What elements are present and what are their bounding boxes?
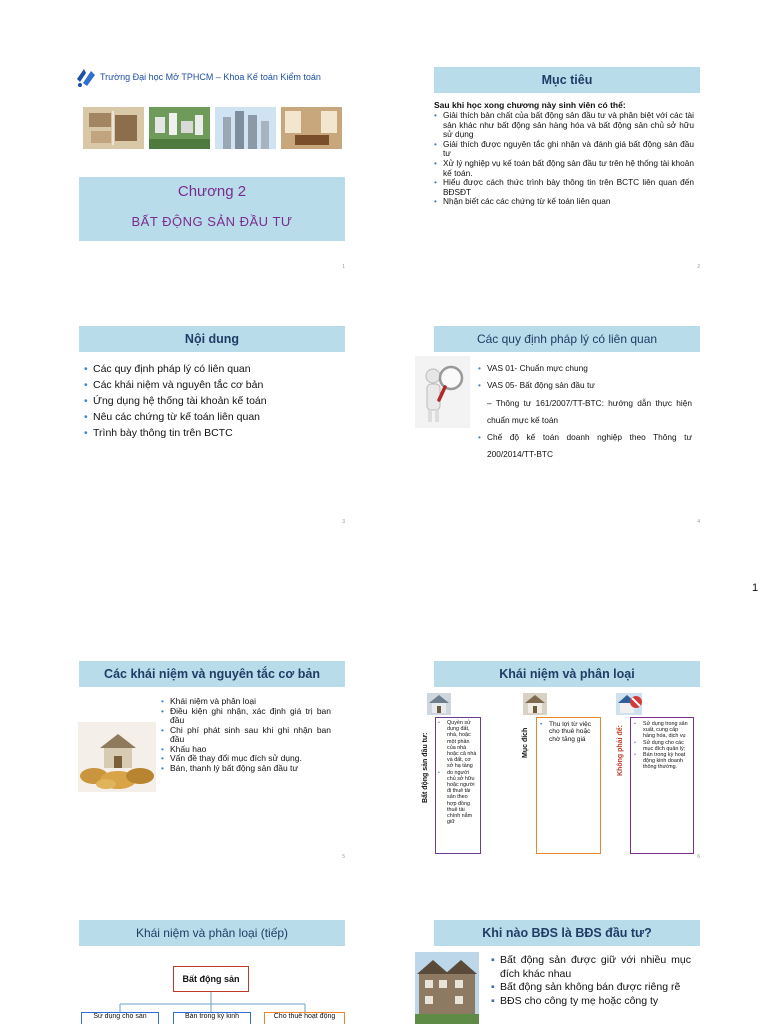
slide-title: Các quy định pháp lý có liên quan [434,326,700,352]
no-house-icon [616,693,642,715]
townhouse-photo [415,952,479,1024]
list-item: • Các khái niệm và nguyên tắc cơ bản [84,377,339,393]
slide-number: 5 [342,854,345,860]
slide-number: 2 [697,264,700,270]
objectives-list [434,111,694,207]
list-item: ▪ Bất động sản không bán được riêng rẽ [491,981,691,995]
col3-box [630,717,694,854]
col1-side-label: Bất động sản đầu tư: [422,732,429,803]
list-item: • Giải thích bản chất của bất động sản đầu tư và phân biệt với các tài sản khác như bất động sản hàng hóa và bất động sản chủ sở hữu sử dụng [434,111,694,140]
col3-side-label: Không phải để: [617,725,624,776]
slide-title: Khi nào BĐS là BĐS đầu tư? [434,920,700,946]
school-header: Trường Đại học Mở TPHCM – Khoa Kế toán Kiểm toán [100,72,321,82]
content-list [84,361,339,441]
towers-photo [215,107,276,149]
list-item: ▪ BĐS cho công ty mẹ hoặc công ty [491,995,691,1009]
slide-7 [60,900,345,1024]
list-item: • Sử dụng cho các mục đích quản lý; [634,740,690,752]
slide-4 [415,310,700,525]
slide-6 [415,645,700,860]
list-item: ▪ Bất động sản được giữ với nhiều mục đích khác nhau [491,954,691,981]
concepts-list [161,697,331,773]
list-item: • Trình bày thông tin trên BCTC [84,425,339,441]
child-node-1: Sử dụng cho sản [81,1012,159,1024]
list-item: • Thu lợi từ việc cho thuê hoặc chờ tăng giá [540,721,597,743]
list-item: • Xử lý nghiệp vụ kế toán bất động sản đầu tư trên hệ thống tài khoản kế toán. [434,159,694,178]
slide-title: Khái niệm và phân loại [434,661,700,687]
root-node: Bất động sản [173,966,249,992]
list-item: • Điều kiện ghi nhận, xác định giá trị ban đầu [161,707,331,726]
house-icon-1 [427,693,451,715]
list-item: • Ứng dụng hệ thống tài khoản kế toán [84,393,339,409]
slide-title: Khái niệm và phân loại (tiếp) [79,920,345,946]
sub-item: – Thông tư 161/2007/TT-BTC: hướng dẫn thực hiện chuẩn mực kế toán [487,398,692,425]
slide-number: 6 [697,854,700,860]
list-item: • VAS 05- Bất động sản đầu tư [478,377,692,394]
magnifier-person-icon [415,356,470,428]
legal-list-2 [478,429,692,463]
chapter-title: BẤT ĐỘNG SẢN ĐẦU TƯ [131,214,293,229]
list-item: • Nhận biết các các chứng từ kế toán liên quan [434,197,694,207]
list-item: • Giải thích được nguyên tắc ghi nhận và đánh giá bất động sản đầu tư [434,140,694,159]
building-photos [83,107,345,149]
list-item: • do người chủ sở hữu hoặc người đi thuê tài sản theo hợp đồng thuê tài chính nắm giữ [438,770,478,826]
list-item: • Chi phí phát sinh sau khi ghi nhận ban đầu [161,726,331,745]
slide-title: Mục tiêu [434,67,700,93]
title-block [79,177,345,241]
list-item: • Hiểu được cách thức trình bày thông tin trên BCTC liên quan đến BĐSĐT [434,178,694,197]
slide-title: Nội dung [79,326,345,352]
list-item: • VAS 01- Chuẩn mực chung [478,360,692,377]
slide-number: 3 [342,519,345,525]
slide-number: 4 [697,519,700,525]
chapter-label: Chương 2 [177,183,247,200]
slide-title: Các khái niệm và nguyên tắc cơ bản [79,661,345,687]
list-item: • Khái niệm và phân loại [161,697,331,707]
house-icon-2 [523,693,547,715]
list-item: • Bán trong kỳ hoạt động kinh doanh thông thường. [634,752,690,771]
university-logo [74,65,98,89]
child-node-3: Cho thuê hoạt động [264,1012,345,1024]
objectives-intro: Sau khi học xong chương này sinh viên có thể: [434,100,626,110]
list-item: • Quyền sử dụng đất, nhà, hoặc một phần của nhà hoặc cả nhà và đất, cơ sở hạ tầng [438,720,478,770]
legal-list [478,360,692,394]
child-node-2: Bán trong kỳ kinh [173,1012,251,1024]
investment-conditions-list [491,954,691,1008]
list-item: • Bán, thanh lý bất động sản đầu tư [161,764,331,774]
floorplan-photo [83,107,144,149]
col2-box [536,717,601,854]
list-item: • Khấu hao [161,745,331,755]
city-aerial-photo [149,107,210,149]
slide-8 [415,900,700,1024]
slide-1 [60,55,345,270]
coins-house-photo [78,722,156,792]
slide-5 [60,645,345,860]
slide-2 [415,55,700,270]
slide-number: 1 [342,264,345,270]
list-item: • Vấn đề thay đổi mục đích sử dụng. [161,754,331,764]
list-item: • Các quy định pháp lý có liên quan [84,361,339,377]
list-item: • Sử dụng trong sản xuất, cung cấp hàng hóa, dịch vụ [634,721,690,740]
slide-3 [60,310,345,525]
interior-photo [281,107,342,149]
list-item: • Chế độ kế toán doanh nghiệp theo Thông tư 200/2014/TT-BTC [478,429,692,463]
list-item: • Nêu các chứng từ kế toán liên quan [84,409,339,425]
col2-side-label: Mục đích [522,727,529,758]
page-number: 1 [752,582,759,594]
col1-box [435,717,481,854]
